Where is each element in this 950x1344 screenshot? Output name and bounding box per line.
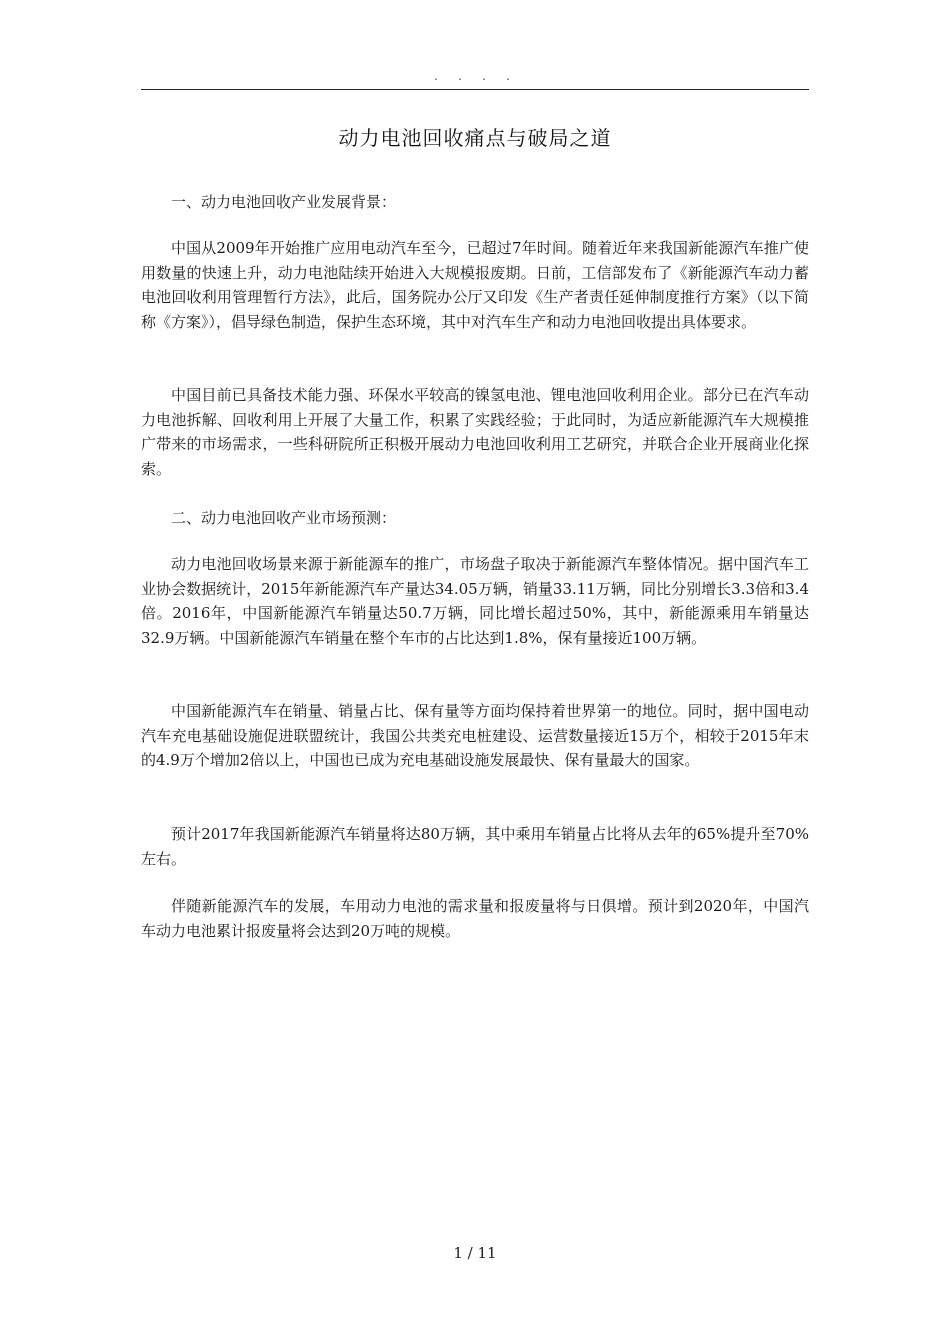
header-marks: . . . . [432, 72, 518, 83]
header-rule [141, 89, 809, 90]
section-heading-forecast: 二、动力电池回收产业市场预测： [171, 509, 397, 527]
document-title: 动力电池回收痛点与破局之道 [338, 126, 612, 150]
paragraph-capability: 中国目前已具备技术能力强、环保水平较高的镍氢电池、锂电池回收利用企业。部分已在汽车动力电池拆解、回收利用上开展了大量工作，积累了实践经验；于此同时，为适应新能源汽车大规模推广带来的市场需求，一些科研院所正积极开展动力电池回收利用工艺研究，并联合企业开展商业化探索。 [141, 386, 809, 478]
paragraph-market-data: 动力电池回收场景来源于新能源车的推广，市场盘子取决于新能源汽车整体情况。据中国汽车工业协会数据统计，2015年新能源汽车产量达34.05万辆，销量33.11万辆，同比分别增长3.3倍和3.4倍。2016年，中国新能源汽车销量达50.7万辆，同比增长超过50%，其中，新能源乘用车销量达32.9万辆。中国新能源汽车销量在整个车市的占比达到1.8%，保有量接近100万辆。 [141, 555, 809, 647]
paragraph-world-position: 中国新能源汽车在销量、销量占比、保有量等方面均保持着世界第一的地位。同时，据中国电动汽车充电基础设施促进联盟统计，我国公共类充电桩建设、运营数量接近15万个，相较于2015年末的4.9万个增加2倍以上，中国也已成为充电基础设施发展最快、保有量最大的国家。 [141, 702, 809, 769]
page-number: 1 / 11 [453, 1244, 497, 1262]
paragraph-history: 中国从2009年开始推广应用电动汽车至今，已超过7年时间。随着近年来我国新能源汽车推广使用数量的快速上升，动力电池陆续开始进入大规模报废期。日前，工信部发布了《新能源汽车动力蓄电池回收利用管理暂行方法》，此后，国务院办公厅又印发《生产者责任延伸制度推行方案》（以下简称《方案》），倡导绿色制造，保护生态环境，其中对汽车生产和动力电池回收提出具体要求。 [141, 239, 809, 331]
section-heading-background: 一、动力电池回收产业发展背景： [171, 193, 397, 211]
paragraph-2020-forecast: 伴随新能源汽车的发展，车用动力电池的需求量和报废量将与日俱增。预计到2020年，中国汽车动力电池累计报废量将会达到20万吨的规模。 [141, 897, 809, 940]
paragraph-2017-forecast: 预计2017年我国新能源汽车销量将达80万辆，其中乘用车销量占比将从去年的65%提升至70%左右。 [141, 825, 809, 868]
